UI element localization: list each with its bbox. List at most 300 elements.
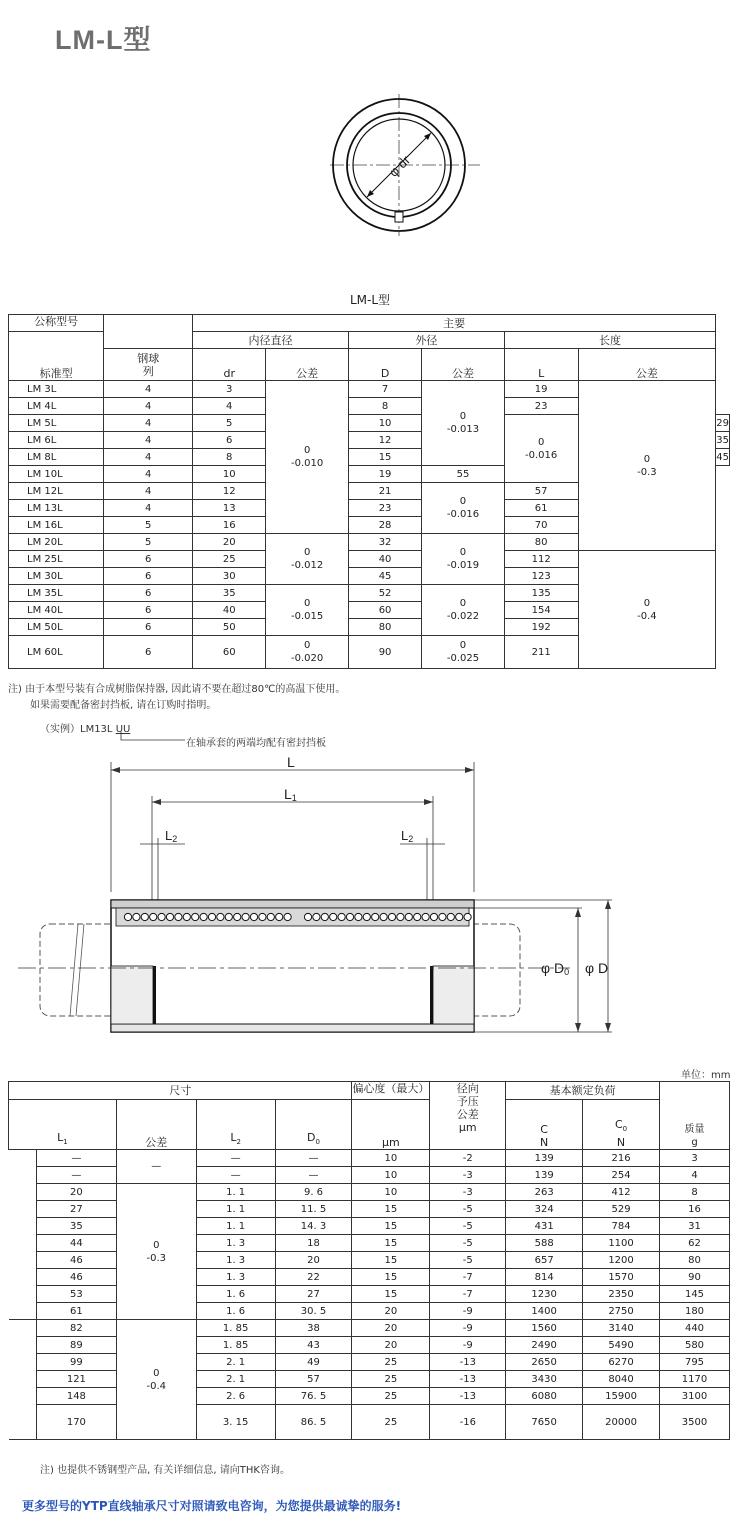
ball [388, 913, 395, 920]
mass-cell: 80 [660, 1252, 730, 1269]
L-cell: 29 [716, 415, 730, 432]
mass-cell: 16 [660, 1201, 730, 1218]
end-left [111, 966, 153, 1024]
ball [141, 913, 148, 920]
ecc-cell: 15 [352, 1235, 430, 1252]
D-cell: 60 [348, 602, 421, 619]
mass-cell: 90 [660, 1269, 730, 1286]
C-cell: 3430 [506, 1371, 583, 1388]
model-cell: LM 50L [9, 619, 104, 636]
D0-cell: 49 [275, 1354, 352, 1371]
N-head-1: N [540, 1136, 549, 1149]
ball [183, 913, 190, 920]
header-balls-blank [104, 315, 193, 349]
mass-cell: 580 [660, 1337, 730, 1354]
D-tol-cell [422, 636, 505, 669]
model-cell: LM 10L [9, 466, 104, 483]
C0-cell: 6270 [583, 1354, 660, 1371]
L-cell: 112 [504, 551, 578, 568]
clear-cell: -13 [430, 1371, 506, 1388]
ecc-cell: 10 [352, 1167, 430, 1184]
ecc-cell: 25 [352, 1405, 430, 1440]
dr-cell: 4 [193, 398, 266, 415]
ball [456, 913, 463, 920]
D-cell: 45 [348, 568, 421, 585]
ball [225, 913, 232, 920]
tol-upper: 0 [153, 1367, 160, 1379]
balls-cell: 6 [104, 602, 193, 619]
L1-cell: 170 [36, 1405, 116, 1440]
groove-right [430, 966, 433, 1024]
note-2: 如果需要配备密封挡板, 请在订购时指明。 [30, 700, 217, 711]
dr-cell: 25 [193, 551, 266, 568]
header-inner: 内径直径 [193, 332, 349, 349]
header-C0 [583, 1100, 660, 1150]
lead-cell [9, 1201, 37, 1218]
svg-text:L1 [284, 786, 297, 803]
L1-cell: 61 [36, 1303, 116, 1320]
L2-head-sub: 2 [236, 1138, 241, 1146]
tol-lower: -0.015 [291, 611, 324, 622]
L-cell: 135 [504, 585, 578, 602]
ball [355, 913, 362, 920]
C0-cell: 1200 [583, 1252, 660, 1269]
header-dims: 尺寸 [9, 1082, 352, 1100]
lead-cell [9, 1337, 37, 1354]
balls-line1: 钢球 [137, 351, 160, 365]
L2-cell: 1. 6 [196, 1286, 275, 1303]
D-cell: 40 [348, 551, 421, 568]
svg-text:L2 [401, 828, 413, 844]
tol-upper: 0 [459, 547, 467, 558]
D-cell: 19 [348, 466, 421, 483]
slot [395, 212, 403, 222]
L-cell: 45 [716, 449, 730, 466]
L1-cell: 121 [36, 1371, 116, 1388]
balls-cell: 5 [104, 534, 193, 551]
mass-cell: 3500 [660, 1405, 730, 1440]
arrow-icon [605, 900, 611, 909]
model-cell: LM 35L [9, 585, 104, 602]
mass-cell: 62 [660, 1235, 730, 1252]
L1-cell: — [36, 1150, 116, 1167]
D0-cell: — [275, 1150, 352, 1167]
L2-cell: 1. 1 [196, 1184, 275, 1201]
header-length: 长度 [504, 332, 716, 349]
C0-head: C [614, 1117, 623, 1131]
lead-cell [9, 1218, 37, 1235]
clear-cell: -5 [430, 1235, 506, 1252]
D-tol-cell [422, 585, 505, 636]
D-cell: 28 [348, 517, 421, 534]
D-cell: 23 [348, 500, 421, 517]
L-cell: 80 [504, 534, 578, 551]
dr-cell: 13 [193, 500, 266, 517]
balls-cell: 4 [104, 500, 193, 517]
balls-cell: 4 [104, 449, 193, 466]
dr-cell: 6 [193, 432, 266, 449]
D-cell: 52 [348, 585, 421, 602]
C0-cell: 20000 [583, 1405, 660, 1440]
header-mass-blank [660, 1082, 730, 1150]
L1-cell: 35 [36, 1218, 116, 1235]
ball [124, 913, 131, 920]
C0-cell: 529 [583, 1201, 660, 1218]
D0-cell: 20 [275, 1252, 352, 1269]
D0-cell: 86. 5 [275, 1405, 352, 1440]
ball [430, 913, 437, 920]
D0-cell: — [275, 1167, 352, 1184]
header-radial [430, 1082, 506, 1150]
ball [304, 913, 311, 920]
tol-upper: 0 [303, 445, 311, 456]
L2-cell: 1. 85 [196, 1320, 275, 1337]
L1-cell: 89 [36, 1337, 116, 1354]
C-cell: 657 [506, 1252, 583, 1269]
ball [234, 913, 241, 920]
model-cell: LM 25L [9, 551, 104, 568]
C-cell: 588 [506, 1235, 583, 1252]
example-prefix: （实例）LM13L [40, 724, 113, 735]
L2-cell: 1. 1 [196, 1218, 275, 1235]
balls-cell: 4 [104, 466, 193, 483]
ball [346, 913, 353, 920]
L1-cell: 46 [36, 1252, 116, 1269]
L2-cell: 2. 6 [196, 1388, 275, 1405]
balls-cell: 6 [104, 636, 193, 669]
tol-lower: -0.012 [291, 560, 324, 571]
D0-head-sub: 0 [315, 1138, 320, 1146]
break-lines [70, 924, 84, 1016]
ball [259, 913, 266, 920]
ecc-cell: 15 [352, 1218, 430, 1235]
L1-tol-cell [116, 1184, 196, 1320]
dr-tol-cell [266, 381, 349, 534]
bearing-drawing [0, 752, 740, 1052]
model-cell: LM 16L [9, 517, 104, 534]
C0-cell: 5490 [583, 1337, 660, 1354]
header-ecc: 偏心度（最大） [352, 1082, 430, 1100]
lead-cell [9, 1303, 37, 1320]
bearing-shell-top [111, 900, 474, 908]
L-cell: 123 [504, 568, 578, 585]
L2-right-label: L [401, 828, 409, 843]
tol-lower: -0.4 [637, 610, 657, 622]
D-label: φ D [585, 960, 609, 976]
L2-cell: — [196, 1167, 275, 1184]
clear-cell: -5 [430, 1252, 506, 1269]
end-right [433, 966, 474, 1024]
model-cell: LM 13L [9, 500, 104, 517]
C-cell: 324 [506, 1201, 583, 1218]
balls-cell: 6 [104, 585, 193, 602]
balls-cell: 4 [104, 398, 193, 415]
header-tol: 公差 [578, 349, 716, 381]
cross-section-drawing [320, 90, 490, 240]
D-cell: 21 [348, 483, 421, 500]
header-balls [104, 349, 193, 381]
ball [276, 913, 283, 920]
lead-cell [9, 1405, 37, 1440]
dr-cell: 16 [193, 517, 266, 534]
ball [158, 913, 165, 920]
D0-cell: 57 [275, 1371, 352, 1388]
ball [150, 913, 157, 920]
tol-lower: -0.025 [446, 653, 480, 664]
C-cell: 1230 [506, 1286, 583, 1303]
tol-upper: 0 [459, 640, 467, 651]
radial-um: μm [458, 1121, 477, 1134]
C-cell: 431 [506, 1218, 583, 1235]
mass-cell: 3100 [660, 1388, 730, 1405]
C-cell: 139 [506, 1167, 583, 1184]
dr-cell: 20 [193, 534, 266, 551]
header-tol: 公差 [116, 1100, 196, 1150]
C0-cell: 3140 [583, 1320, 660, 1337]
ecc-cell: 20 [352, 1303, 430, 1320]
L2-left-sub: 2 [172, 834, 178, 844]
tol-upper: 0 [537, 436, 545, 448]
C0-cell: 1100 [583, 1235, 660, 1252]
clear-cell: -7 [430, 1269, 506, 1286]
L1-cell: — [36, 1167, 116, 1184]
table-row [9, 381, 730, 398]
mass-cell: 795 [660, 1354, 730, 1371]
tol-upper: 0 [303, 640, 311, 651]
page-title: LM-L型 [55, 25, 152, 55]
header-dr: dr [193, 349, 266, 381]
tol-upper: 0 [459, 496, 467, 507]
ball [192, 913, 199, 920]
ball [372, 913, 379, 920]
mass-cell: 8 [660, 1184, 730, 1201]
note-1: 注) 由于本型号装有合成树脂保持器, 因此请不要在超过80℃的高温下使用。 [8, 684, 346, 695]
mass-cell: 3 [660, 1150, 730, 1167]
header-standard: 标准型 [9, 332, 104, 381]
clear-cell: -9 [430, 1320, 506, 1337]
lead-cell [9, 1235, 37, 1252]
L1-head-sub: 1 [63, 1138, 68, 1146]
L1-cell: 82 [36, 1320, 116, 1337]
table1-caption: LM-L型 [349, 293, 391, 307]
C0-cell: 15900 [583, 1388, 660, 1405]
C0-cell: 1570 [583, 1269, 660, 1286]
lead-cell [9, 1354, 37, 1371]
L2-cell: 1. 3 [196, 1235, 275, 1252]
ball [313, 913, 320, 920]
dr-tol-cell [266, 636, 349, 669]
balls-cell: 4 [104, 432, 193, 449]
dr-cell: 60 [193, 636, 266, 669]
D-cell: 7 [348, 381, 421, 398]
lead-cell [9, 1388, 37, 1405]
tol-lower: -0.020 [291, 653, 324, 664]
ball [242, 913, 249, 920]
tol-upper: 0 [643, 597, 651, 609]
dr-tol-cell [266, 585, 349, 636]
D-tol-cell [422, 534, 505, 585]
C-cell: 7650 [506, 1405, 583, 1440]
C-head: C [540, 1123, 548, 1136]
ecc-cell: 15 [352, 1269, 430, 1286]
tol-upper: 0 [303, 547, 311, 558]
dr-cell: 30 [193, 568, 266, 585]
ball [464, 913, 471, 920]
ball [447, 913, 454, 920]
model-cell: LM 5L [9, 415, 104, 432]
L-label: L [287, 754, 295, 770]
D-cell: 32 [348, 534, 421, 551]
table-row [9, 1184, 730, 1201]
L2-cell: — [196, 1150, 275, 1167]
D0-cell: 30. 5 [275, 1303, 352, 1320]
bottom-note: 注) 也提供不锈钢型产品, 有关详细信息, 请向THK咨询。 [40, 1465, 290, 1476]
lead-cell [9, 1184, 37, 1201]
unit-label: 单位：mm [681, 1070, 731, 1081]
ball [321, 913, 328, 920]
tol-upper: 0 [643, 453, 651, 465]
balls-cell: 5 [104, 517, 193, 534]
dr-cell: 8 [193, 449, 266, 466]
tol-lower: -0.3 [637, 466, 657, 478]
balls-cell: 6 [104, 551, 193, 568]
clear-cell: -7 [430, 1286, 506, 1303]
header-L1 [9, 1100, 117, 1150]
ball [217, 913, 224, 920]
model-cell: LM 6L [9, 432, 104, 449]
mass-cell: 31 [660, 1218, 730, 1235]
dr-cell: 40 [193, 602, 266, 619]
L-cell: 35 [716, 432, 730, 449]
ball [405, 913, 412, 920]
ecc-cell: 25 [352, 1354, 430, 1371]
arrow-icon [605, 1023, 611, 1032]
D-cell: 80 [348, 619, 421, 636]
ecc-cell: 15 [352, 1201, 430, 1218]
L1-tol-cell [116, 1320, 196, 1440]
D-cell: 10 [348, 415, 421, 432]
ball [166, 913, 173, 920]
D0-cell: 18 [275, 1235, 352, 1252]
clear-cell: -16 [430, 1405, 506, 1440]
model-cell: LM 4L [9, 398, 104, 415]
L2-cell: 1. 1 [196, 1201, 275, 1218]
D0-cell: 76. 5 [275, 1388, 352, 1405]
L1-cell: 44 [36, 1235, 116, 1252]
lead-cell [9, 1320, 37, 1337]
ball [175, 913, 182, 920]
tol-lower: -0.013 [446, 424, 480, 435]
L-cell: 70 [504, 517, 578, 534]
C-cell: 263 [506, 1184, 583, 1201]
D0-cell: 14. 3 [275, 1218, 352, 1235]
L2-cell: 2. 1 [196, 1371, 275, 1388]
C0-cell: 8040 [583, 1371, 660, 1388]
clear-cell: -13 [430, 1354, 506, 1371]
L-tol-cell [578, 381, 716, 551]
dr-cell: 50 [193, 619, 266, 636]
L1-label: L [284, 786, 292, 802]
L2-cell: 1. 85 [196, 1337, 275, 1354]
ball [380, 913, 387, 920]
clear-cell: -13 [430, 1388, 506, 1405]
balls-cell: 4 [104, 381, 193, 398]
ecc-cell: 20 [352, 1337, 430, 1354]
lead-cell [9, 1286, 37, 1303]
ball [338, 913, 345, 920]
header-L: L [504, 349, 578, 381]
radial-2: 予压 [456, 1095, 479, 1108]
ball [422, 913, 429, 920]
L-cell: 211 [504, 636, 578, 669]
model-cell: LM 30L [9, 568, 104, 585]
C-cell: 2650 [506, 1354, 583, 1371]
spec-table-2 [8, 1081, 730, 1440]
L2-cell: 1. 3 [196, 1269, 275, 1286]
C-cell: 1400 [506, 1303, 583, 1320]
arrow-icon [465, 767, 474, 773]
balls-cell: 4 [104, 415, 193, 432]
header-tol: 公差 [266, 349, 349, 381]
balls-cell: 6 [104, 619, 193, 636]
example-desc: 在轴承套的两端均配有密封挡板 [186, 738, 326, 749]
header-D0 [275, 1100, 352, 1150]
example-suffix: UU [115, 724, 131, 735]
example-leader-line [115, 730, 195, 744]
L2-cell: 3. 15 [196, 1405, 275, 1440]
ball [208, 913, 215, 920]
L1-cell: 46 [36, 1269, 116, 1286]
tol-upper: 0 [153, 1239, 160, 1251]
ecc-cell: 15 [352, 1286, 430, 1303]
D0-cell: 27 [275, 1286, 352, 1303]
svg-text:φ D0 [541, 960, 569, 977]
D-tol-cell [504, 415, 578, 483]
dr-cell: 3 [193, 381, 266, 398]
C-cell: 1560 [506, 1320, 583, 1337]
L2-head: L [230, 1130, 237, 1144]
mass-cell: 1170 [660, 1371, 730, 1388]
L1-cell: 148 [36, 1388, 116, 1405]
header-nominal: 公称型号 [9, 315, 104, 332]
dr-cell: 10 [193, 466, 266, 483]
ecc-cell: 25 [352, 1388, 430, 1405]
balls-line2: 列 [142, 364, 154, 378]
footer-text: 更多型号的YTP直线轴承尺寸对照请致电咨询，为您提供最诚挚的服务! [22, 1499, 402, 1513]
C0-cell: 254 [583, 1167, 660, 1184]
clear-cell: -5 [430, 1201, 506, 1218]
ball [439, 913, 446, 920]
clear-cell: -3 [430, 1167, 506, 1184]
tol-lower: -0.022 [446, 611, 480, 622]
lead-cell [9, 1269, 37, 1286]
bearing-shell-bottom [111, 1024, 474, 1032]
L2-cell: 1. 6 [196, 1303, 275, 1320]
header-tol: 公差 [422, 349, 505, 381]
radial-1: 径向 [456, 1082, 479, 1095]
svg-text:L2 [165, 828, 177, 844]
mass-cell: 4 [660, 1167, 730, 1184]
L-cell: 55 [422, 466, 505, 483]
balls-cell: 4 [104, 483, 193, 500]
D0-cell: 38 [275, 1320, 352, 1337]
D0-label: φ D [541, 960, 565, 976]
L2-right-sub: 2 [408, 834, 414, 844]
D-tol-cell [422, 483, 505, 534]
header-load: 基本额定负荷 [506, 1082, 660, 1100]
mass-cell: 145 [660, 1286, 730, 1303]
tol-lower: -0.010 [291, 458, 324, 469]
